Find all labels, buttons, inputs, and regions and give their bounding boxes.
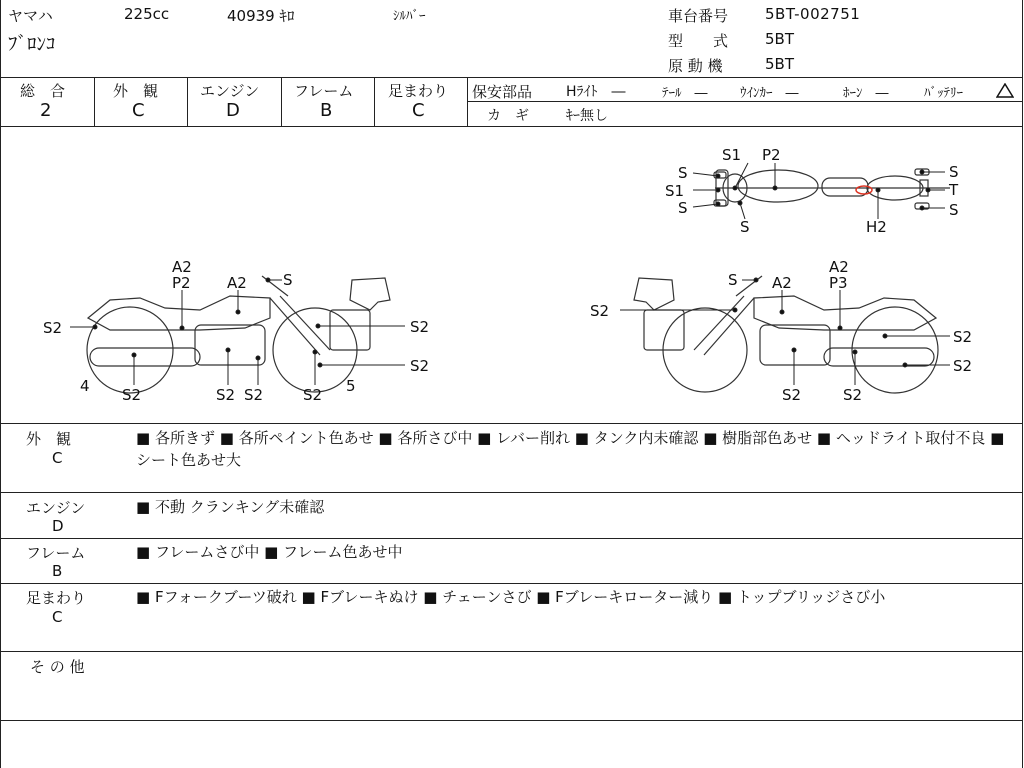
label-s1: S1 [722,146,742,164]
taillight-status: ﾃｰﾙ ― [662,86,708,101]
frame-no-label: 車台番号 [668,7,729,25]
remark-grade-exterior: C [52,449,63,467]
right-side-motorcycle [634,276,938,393]
battery-status: ﾊﾞｯﾃﾘｰ [924,86,963,101]
exterior-label: 外 観 [113,82,159,100]
maker: ヤマハ [8,7,53,25]
divider [94,77,95,126]
remark-text-engine: ■ 不動 クランキング未確認 [136,498,325,516]
mileage: 40939 ｷﾛ [227,7,295,25]
label-s2: S2 [216,386,236,404]
label-s2: S2 [843,386,863,404]
label-s: S [949,201,959,219]
label-s2: S2 [244,386,264,404]
engine-grade-label: エンジン [200,82,260,100]
triangle-icon [996,83,1014,98]
label-s: S [678,199,688,217]
label-a2: A2 [829,258,849,276]
top-view-motorcycle [714,169,950,209]
type-value: 5BT [765,30,794,48]
label-s2: S2 [590,302,610,320]
key-value: ｷｰ無し [566,108,608,124]
label-s: S [740,218,750,236]
label-t: T [949,181,959,199]
label-s2: S2 [782,386,802,404]
remark-text-frame: ■ フレームさび中 ■ フレーム色あせ中 [136,543,403,561]
suspension-grade: C [412,100,425,121]
frame-no: 5BT-002751 [765,5,861,23]
label-s: S [728,271,738,289]
engine-label: 原 動 機 [668,57,723,75]
divider [467,77,468,126]
remark-grade-suspension: C [52,608,63,626]
remark-text-exterior: ■ 各所きず ■ 各所ペイント色あせ ■ 各所さび中 ■ レバー削れ ■ タンク内未確認 ■ 樹脂部色あせ ■ ヘッドライト取付不良 ■ シート色あせ大 [136,429,1005,469]
headlight-status: Hﾗｲﾄ ― [566,84,626,100]
divider [187,77,188,126]
label-a2: A2 [227,274,247,292]
divider [0,77,1023,78]
label-s2: S2 [953,328,973,346]
exterior-grade: C [132,100,145,121]
horn-status: ﾎｰﾝ ― [843,86,889,101]
remark-label-engine: エンジン [26,499,86,517]
label-a2: A2 [772,274,792,292]
frame-grade: B [320,100,333,121]
label-s2: S2 [122,386,142,404]
label-s2: S2 [953,357,973,375]
label-a2: A2 [172,258,192,276]
label-h2: H2 [866,218,887,236]
overall-label: 総 合 [20,82,66,100]
type-label: 型 式 [668,32,729,50]
label-p3: P3 [829,274,848,292]
label-s2: S2 [43,319,63,337]
divider [0,583,1023,584]
remark-grade-engine: D [52,517,64,535]
remark-text-suspension: ■ Fフォークブーツ破れ ■ Fブレーキぬけ ■ チェーンさび ■ Fブレーキローター減り ■ トップブリッジさび小 [136,588,886,606]
divider [0,651,1023,652]
label-s2: S2 [410,318,430,336]
color: ｼﾙﾊﾞｰ [393,9,426,24]
label-p2: P2 [172,274,191,292]
model-name: ﾌﾞﾛﾝｺ [8,33,56,55]
label-s2: S2 [303,386,323,404]
divider [0,423,1023,424]
engine-grade: D [226,100,240,121]
label-5: 5 [346,377,356,395]
suspension-grade-label: 足まわり [388,82,449,100]
overall-grade: 2 [40,100,52,121]
key-label: カ ギ [487,108,529,124]
label-p2: P2 [762,146,781,164]
remark-grade-frame: B [52,562,63,580]
label-s2: S2 [410,357,430,375]
remark-label-exterior: 外 観 [26,430,72,448]
engine-value: 5BT [765,55,794,73]
remark-label-suspension: 足まわり [26,589,87,607]
damage-diagram [0,127,1022,423]
label-4: 4 [80,377,90,395]
frame-grade-label: フレーム [294,82,354,100]
displacement: 225cc [124,5,170,23]
remark-label-frame: フレーム [26,544,86,562]
outer-border-right [1022,0,1023,768]
label-s: S [949,163,959,181]
remark-label-other: そ の 他 [30,658,85,676]
label-s: S [283,271,293,289]
divider [0,538,1023,539]
divider [281,77,282,126]
divider [0,492,1023,493]
divider [0,720,1023,721]
label-s: S [678,164,688,182]
label-s1: S1 [665,182,685,200]
safety-label: 保安部品 [472,83,533,101]
divider [467,101,1023,102]
winker-status: ｳｲﾝｶｰ ― [740,86,799,101]
divider [374,77,375,126]
